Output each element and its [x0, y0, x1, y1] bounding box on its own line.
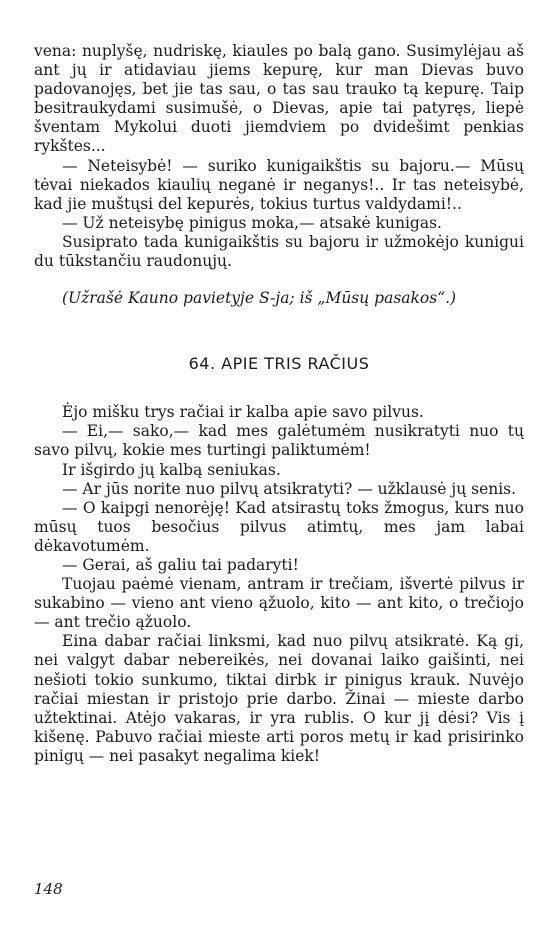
story-paragraph: Susiprato tada kunigaikštis su bajoru ir užmokėjo kunigui du tūkstančiu raudonųjų.: [34, 232, 524, 271]
page-number: 148: [34, 880, 63, 898]
chapter-paragraph: — Gerai, aš galiu tai padaryti!: [62, 555, 299, 574]
chapter-paragraph: — O kaipgi nenorėję! Kad atsirastų toks žmogus, kurs nuo mūsų tuos besočius pilvus atimtų, mes jam labai dėkavotumėm.: [34, 498, 524, 555]
chapter-title: 64. APIE TRIS RAČIUS: [188, 354, 370, 374]
page-content: [34, 42, 524, 766]
chapter-paragraph: Ėjo mišku trys račiai ir kalba apie savo pilvus.: [62, 403, 424, 422]
source-note: (Užrašė Kauno pavietyje S-ja; iš „Mūsų pasakos“.): [62, 289, 457, 308]
chapter-paragraph: Eina dabar račiai linksmi, kad nuo pilvų atsikratė. Ką gi, nei valgyt dabar nebereikės, nei dovanai laiko gaišinti, nei nešioti tokio sunkumo, tiktai dirbk ir pinigus krauk. Nuvėjo račiai miestan ir pristojo prie darbo. Žinai — mieste darbo užtektinai. Atėjo vakaras, ir yra rublis. O kur jį dėsi? Vis į kišenę. Pabuvo račiai mieste arti poros metų ir kad prisirinko pinigų — nei pasakyt negalima kiek!: [34, 632, 524, 765]
chapter-paragraph: Tuojau paėmė vienam, antram ir trečiam, išvertė pilvus ir sukabino — vieno ant vieno ąžuolo, kito — ant kito, o trečiojo — ant trečio ąžuolo.: [34, 575, 524, 632]
chapter-paragraph: — Ar jūs norite nuo pilvų atsikratyti? — užklausė jų senis.: [62, 479, 517, 498]
story-paragraph: — Už neteisybę pinigus moka,— atsakė kunigas.: [62, 213, 442, 232]
chapter-paragraph: Ir išgirdo jų kalbą seniukas.: [62, 460, 281, 479]
story-paragraph: — Neteisybė! — suriko kunigaikštis su bajoru.— Mūsų tėvai niekados kiaulių neganė ir neganys!.. Ir tas neteisybė, kad jie muštųsi del kepurės, tokius turtus valdydami!..: [34, 156, 524, 213]
chapter-paragraph: — Ei,— sako,— kad mes galėtumėm nusikratyti nuo tų savo pilvų, kokie mes turtingi paliktumėm!: [34, 422, 524, 460]
story-paragraph: vena: nuplyšę, nudriskę, kiaules po balą gano. Susimylėjau aš ant jų ir atidaviau jiems kepurę, kur man Dievas buvo padovanojęs, bet jie tas sau, o tas sau trauko tą kepurę. Taip besitraukydami susimušė, o Dievas, apie tai patyręs, liepė šventam Mykolui duoti jiemdviem po dvidešimt penkias rykštes...: [34, 42, 524, 156]
